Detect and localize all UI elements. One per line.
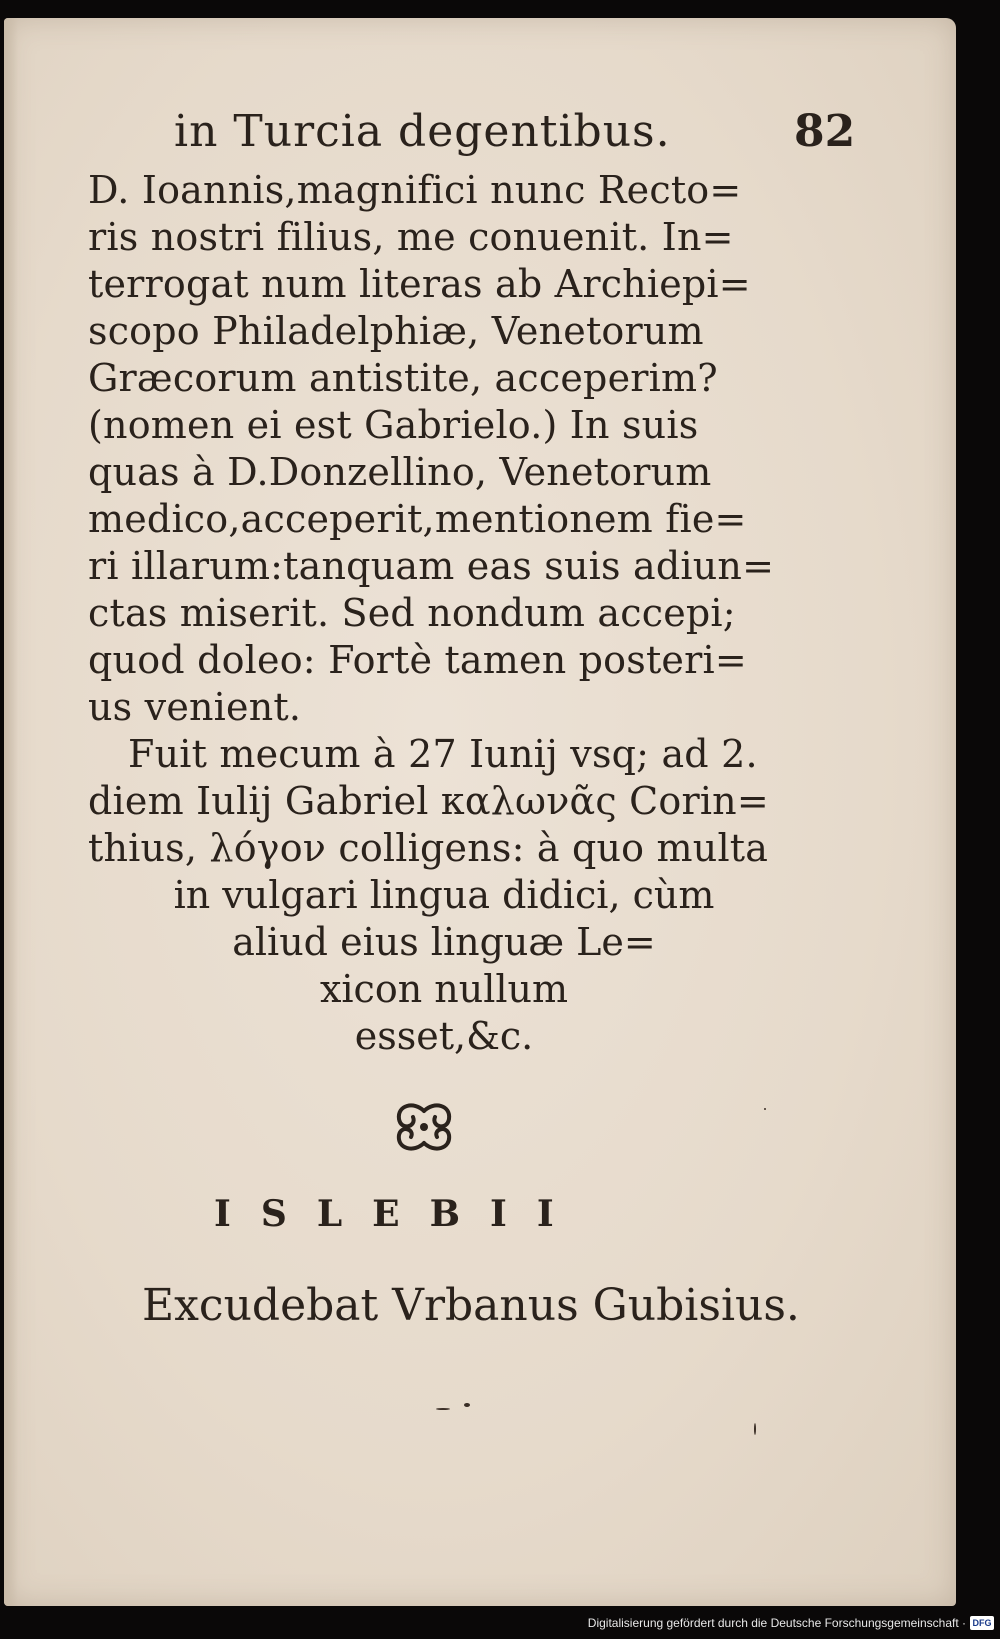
body-line: us venient. [88,685,302,729]
tapering-line: aliud eius linguæ Le= [232,920,656,964]
tapering-line: esset,&c. [354,1014,534,1058]
tapering-line: xicon nullum [319,967,569,1011]
paragraph-line: Fuit mecum à 27 Iunij vsq; ad 2. [128,732,758,776]
body-line: quod doleo: Fortè tamen posteri= [88,638,747,682]
dfg-logo-icon: DFG [970,1616,994,1630]
body-line: scopo Philadelphiæ, Venetorum [88,309,704,353]
page-gutter-shadow [4,18,18,1606]
tapering-line: in vulgari lingua didici, cùm [173,873,715,917]
paragraph-line: diem Iulij Gabriel καλωνᾶς Corin= [88,779,769,823]
paper-speck [754,1423,756,1435]
digitization-footer [0,1612,1000,1639]
body-line: ris nostri filius, me conuenit. In= [88,215,734,259]
paper-speck [764,1108,766,1110]
paragraph-line: thius, λόγον colligens: à quo multa [88,826,769,870]
book-page [4,18,956,1606]
body-line: (nomen ei est Gabrielo.) In suis [88,403,699,447]
fleuron-ornament-icon [389,1101,459,1153]
digitization-credit: Digitalisierung gefördert durch die Deutsche Forschungsgemeinschaft · [587,1616,966,1630]
running-head: in Turcia degentibus. [174,106,671,157]
imprint-place: ISLEBII [214,1193,584,1235]
body-line: terrogat num literas ab Archiepi= [88,262,751,306]
body-line: Græcorum antistite, acceperim? [88,356,718,400]
imprint-printer: Excudebat Vrbanus Gubisius. [142,1280,800,1331]
body-line: ctas miserit. Sed nondum accepi; [88,591,736,635]
paper-speck [464,1403,470,1407]
body-line: quas à D.Donzellino, Venetorum [88,450,712,494]
body-line: D. Ioannis,magnifici nunc Recto= [88,168,742,212]
body-line: medico,acceperit,mentionem fie= [88,497,747,541]
page-number: 82 [794,106,856,157]
body-line: ri illarum:tanquam eas suis adiun= [88,544,775,588]
paper-speck [436,1408,450,1410]
